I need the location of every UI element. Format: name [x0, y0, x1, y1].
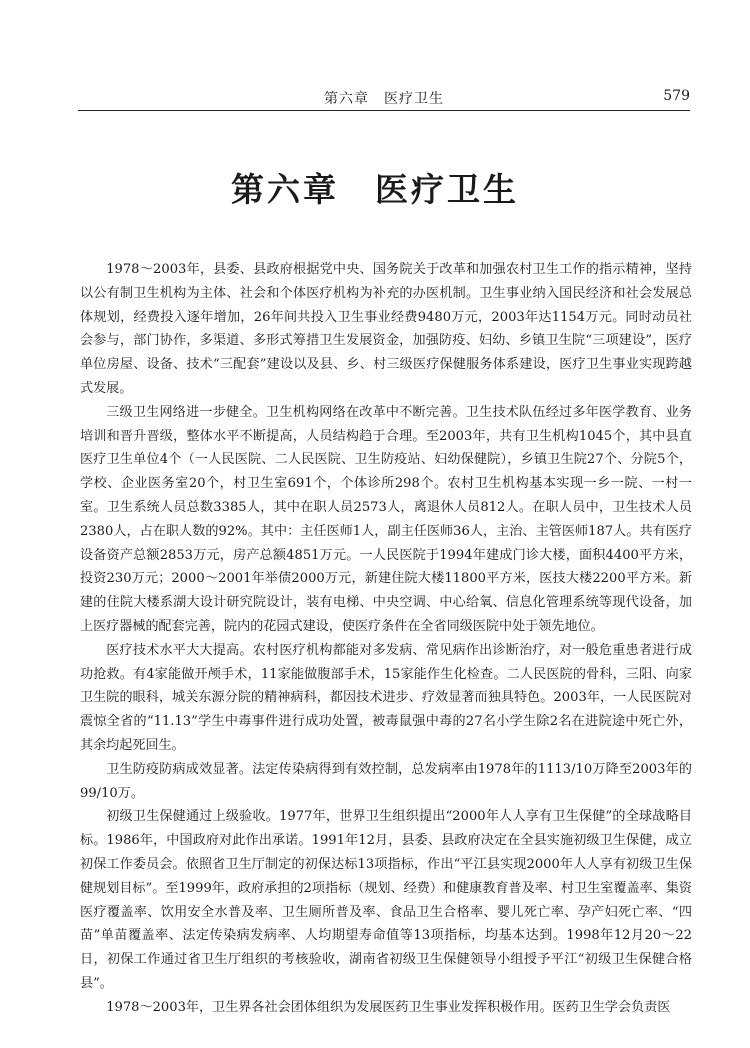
paragraph-4: 卫生防疫防病成效显著。法定传染病得到有效控制，总发病率由1978年的1113/10万降至2003年的99/10万。 [80, 761, 692, 801]
body-text [80, 258, 692, 1020]
paragraph-6: 1978～2003年，卫生界各社会团体组织为发展医药卫生事业发挥积极作用。医药卫生学会负责医 [106, 999, 671, 1015]
chapter-title: 第六章 医疗卫生 [231, 170, 519, 209]
running-header-title: 第六章 医疗卫生 [324, 91, 444, 107]
paragraph-5: 初级卫生保健通过上级验收。1977年，世界卫生组织提出“2000年人人享有卫生保健”的全球战略目标。1986年，中国政府对此作出承诺。1991年12月，县委、县政府决定在全县实施初级卫生保健，成立初保工作委员会。依照省卫生厅制定的初保达标13项指标，作出“平江县实现2000年人人享有初级卫生保健规划目标”。至1999年，政府承担的2项指标（规划、经费）和健康教育普及率、村卫生室覆盖率、集资医疗覆盖率、饮用安全水普及率、卫生厕所普及率、食品卫生合格率、婴儿死亡率、孕产妇死亡率、“四苗”单苗覆盖率、法定传染病发病率、人均期望寿命值等13项指标，均基本达到。1998年12月20～22日，初保工作通过省卫生厅组织的考核验收，湖南省初级卫生保健领导小组授予平江“初级卫生保健合格县”。 [80, 809, 692, 991]
paragraph-1: 1978～2003年，县委、县政府根据党中央、国务院关于改革和加强农村卫生工作的指示精神，坚持以公有制卫生机构为主体、社会和个体医疗机构为补充的办医机制。卫生事业纳入国民经济和社会发展总体规划，经费投入逐年增加，26年间共投入卫生事业经费9480万元，2003年达1154万元。同时动员社会参与，部门协作，多渠道、多形式筹措卫生发展资金，加强防疫、妇幼、乡镇卫生院“三项建设”，医疗单位房屋、设备、技术“三配套”建设以及县、乡、村三级医疗保健服务体系建设，医疗卫生事业实现跨越式发展。 [80, 262, 692, 396]
paragraph-2: 三级卫生网络进一步健全。卫生机构网络在改革中不断完善。卫生技术队伍经过多年医学教育、业务培训和晋升晋级，整体水平不断提高，人员结构趋于合理。至2003年，共有卫生机构1045个，其中县直医疗卫生单位4个（一人民医院、二人民医院、卫生防疫站、妇幼保健院），乡镇卫生院27个、分院5个，学校、企业医务室20个，村卫生室691个，个体诊所298个。农村卫生机构基本实现一乡一院、一村一室。卫生系统人员总数3385人，其中在职人员2573人，离退休人员812人。在职人员中，卫生技术人员2380人，占在职人数的92%。其中：主任医师1人，副主任医师36人，主治、主管医师187人。共有医疗设备资产总额2853万元，房产总额4851万元。一人民医院于1994年建成门诊大楼，面积4400平方米，投资230万元；2000～2001年举债2000万元，新建住院大楼11800平方米，医技大楼2200平方米。新建的住院大楼系湖大设计研究院设计，装有电梯、中央空调、中心给氧、信息化管理系统等现代设备，加上医疗器械的配套完善，院内的花园式建设，使医疗条件在全省同级医院中处于领先地位。 [80, 404, 692, 634]
page-number: 579 [663, 88, 690, 104]
running-header [78, 88, 690, 111]
paragraph-3: 医疗技术水平大大提高。农村医疗机构都能对多发病、常见病作出诊断治疗，对一般危重患者进行成功抢救。有4家能做开颅手术，11家能做腹部手术，15家能作生化检查。二人民医院的骨科，三阳、向家卫生院的眼科，城关东源分院的精神病科，都因技术进步、疗效显著而独具特色。2003年，一人民医院对震惊全省的“11.13”学生中毒事件进行成功处置，被毒鼠强中毒的27名小学生除2名在进院途中死亡外，其余均起死回生。 [80, 642, 692, 753]
